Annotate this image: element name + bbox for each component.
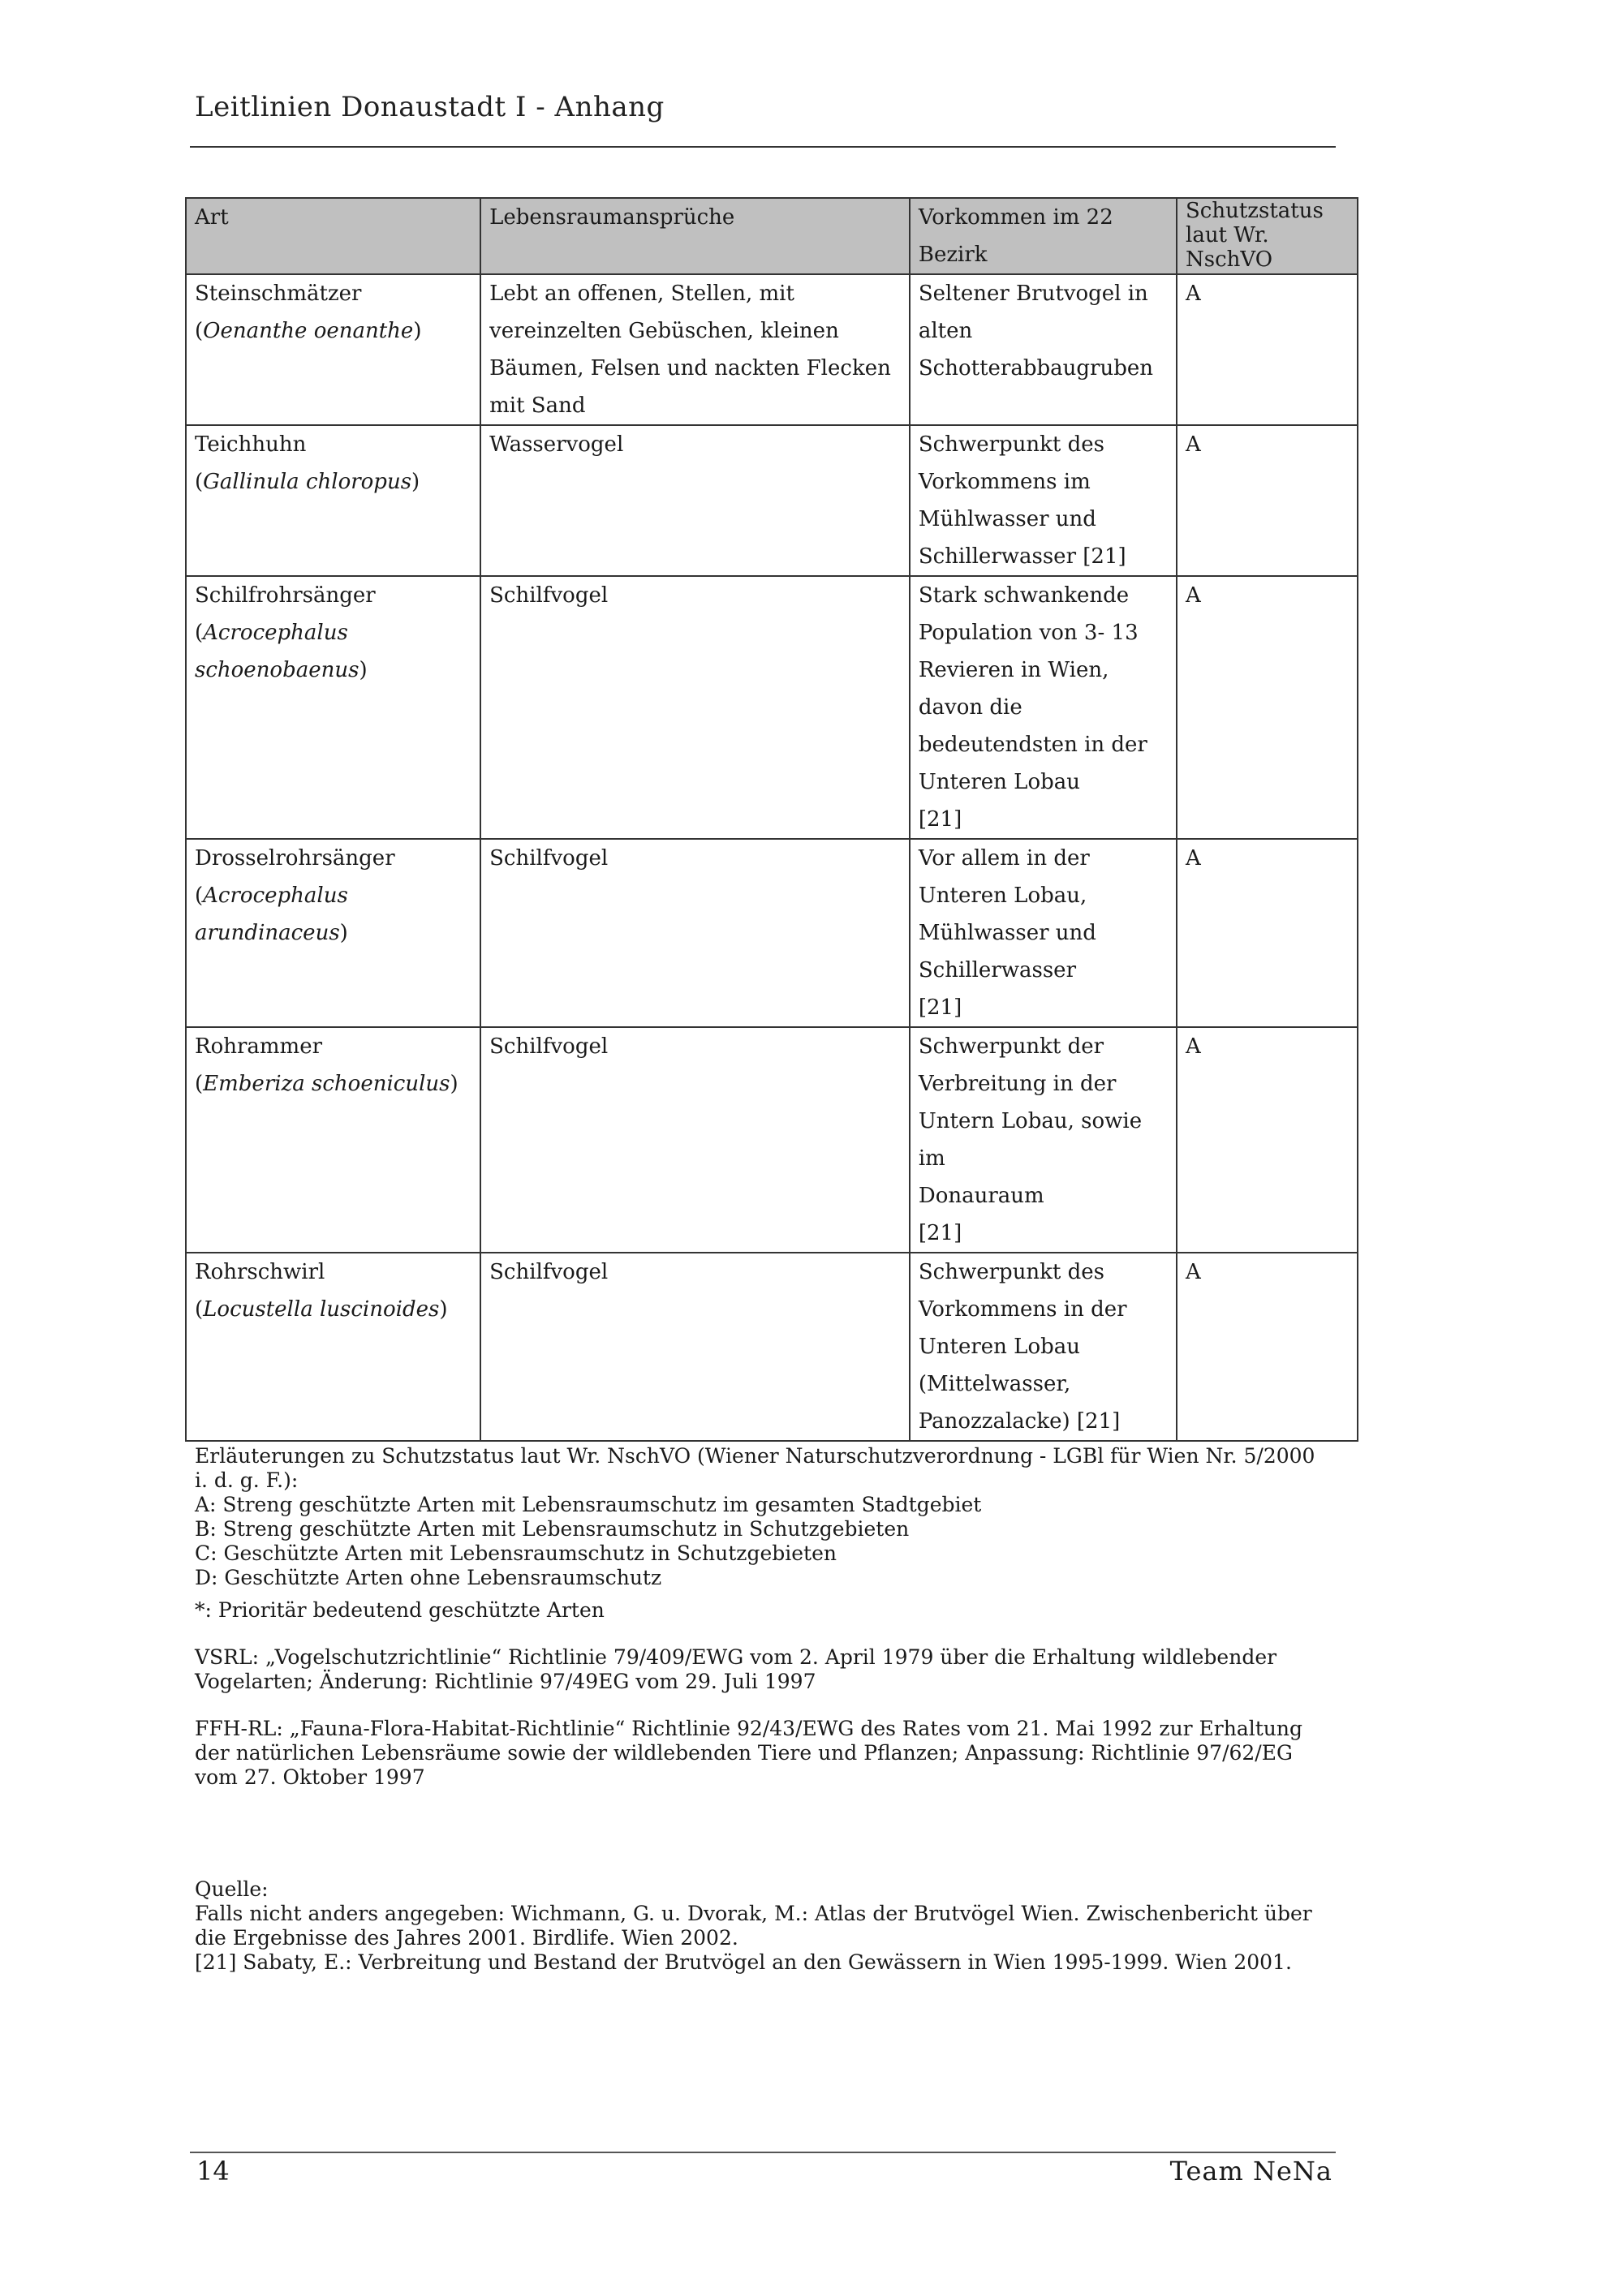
source-1: Falls nicht anders angegeben: Wichmann, G. u. Dvorak, M.: Atlas der Brutvögel Wien. Zwischenbericht über: [195, 1902, 1312, 1925]
source-heading: Quelle:: [195, 1877, 269, 1901]
occurrence-cell: Schwerpunkt des Vorkommens im Mühlwasser und Schillerwasser [21]: [910, 425, 1177, 576]
legend-a: A: Streng geschützte Arten mit Lebensraumschutz im gesamten Stadtgebiet: [195, 1493, 982, 1516]
header-lebensraum: Lebensraumansprüche: [480, 198, 910, 274]
habitat-cell: Lebt an offenen, Stellen, mit vereinzelten Gebüschen, kleinen Bäumen, Felsen und nackten Flecken mit Sand: [480, 274, 910, 425]
habitat-cell: Schilfvogel: [480, 839, 910, 1027]
header-schutzstatus: Schutzstatus laut Wr. NschVO: [1177, 198, 1358, 274]
species-name-cell: Rohrschwirl (Locustella luscinoides): [186, 1253, 480, 1441]
legend-intro-cont: i. d. g. F.):: [195, 1468, 299, 1492]
occurrence-cell: Schwerpunkt des Vorkommens in der Unteren Lobau (Mittelwasser, Panozzalacke) [21]: [910, 1253, 1177, 1441]
table-row: [186, 839, 1358, 1027]
status-cell: A: [1177, 839, 1358, 1027]
table-header-row: [186, 198, 1358, 274]
status-cell: A: [1177, 1027, 1358, 1253]
table-row: [186, 1027, 1358, 1253]
header-vorkommen: Vorkommen im 22 Bezirk: [910, 198, 1177, 274]
occurrence-cell: Seltener Brutvogel in alten Schotterabbaugruben: [910, 274, 1177, 425]
page-number: 14: [196, 2156, 230, 2186]
table-row: [186, 1253, 1358, 1441]
source-21: [21] Sabaty, E.: Verbreitung und Bestand der Brutvögel an den Gewässern in Wien 1995-1999. Wien 2001.: [195, 1950, 1292, 1974]
occurrence-cell: Vor allem in der Unteren Lobau, Mühlwasser und Schillerwasser [21]: [910, 839, 1177, 1027]
occurrence-cell: Stark schwankende Population von 3- 13 Revieren in Wien, davon die bedeutendsten in der Unteren Lobau [21]: [910, 576, 1177, 839]
status-cell: A: [1177, 576, 1358, 839]
legend-c: C: Geschützte Arten mit Lebensraumschutz in Schutzgebieten: [195, 1541, 837, 1565]
species-name-cell: Rohrammer (Emberiza schoeniculus): [186, 1027, 480, 1253]
ffh-note-end: vom 27. Oktober 1997: [195, 1765, 425, 1789]
legend-d: D: Geschützte Arten ohne Lebensraumschutz: [195, 1566, 662, 1589]
habitat-cell: Schilfvogel: [480, 1027, 910, 1253]
vsrl-note-cont: Vogelarten; Änderung: Richtlinie 97/49EG vom 29. Juli 1997: [195, 1670, 816, 1693]
footer-team: Team NeNa: [1169, 2156, 1332, 2186]
table-row: [186, 576, 1358, 839]
species-name-cell: Teichhuhn (Gallinula chloropus): [186, 425, 480, 576]
species-name-cell: Drosselrohrsänger (Acrocephalus arundinaceus): [186, 839, 480, 1027]
header-art: Art: [186, 198, 480, 274]
habitat-cell: Schilfvogel: [480, 1253, 910, 1441]
table-row: [186, 274, 1358, 425]
occurrence-cell: Schwerpunkt der Verbreitung in der Untern Lobau, sowie im Donauraum [21]: [910, 1027, 1177, 1253]
legend-b: B: Streng geschützte Arten mit Lebensraumschutz in Schutzgebieten: [195, 1517, 910, 1541]
habitat-cell: Wasservogel: [480, 425, 910, 576]
status-cell: A: [1177, 1253, 1358, 1441]
species-name-cell: Schilfrohrsänger (Acrocephalus schoenobaenus): [186, 576, 480, 839]
ffh-note-cont: der natürlichen Lebensräume sowie der wildlebenden Tiere und Pflanzen; Anpassung: Richtlinie 97/62/EG: [195, 1741, 1293, 1765]
species-table: [185, 197, 1358, 1442]
footer-divider: [190, 2152, 1336, 2153]
legend-star: *: Prioritär bedeutend geschützte Arten: [195, 1598, 605, 1622]
legend-intro: Erläuterungen zu Schutzstatus laut Wr. NschVO (Wiener Naturschutzverordnung - LGBl für Wien Nr. 5/2000: [195, 1444, 1315, 1468]
table-row: [186, 425, 1358, 576]
vsrl-note: VSRL: „Vogelschutzrichtlinie“ Richtlinie 79/409/EWG vom 2. April 1979 über die Erhaltung wildlebender: [195, 1645, 1277, 1669]
source-1-cont: die Ergebnisse des Jahres 2001. Birdlife. Wien 2002.: [195, 1926, 738, 1950]
species-name-cell: Steinschmätzer (Oenanthe oenanthe): [186, 274, 480, 425]
notes-section: [195, 1444, 1339, 1975]
status-cell: A: [1177, 425, 1358, 576]
status-cell: A: [1177, 274, 1358, 425]
habitat-cell: Schilfvogel: [480, 576, 910, 839]
header-divider: [190, 146, 1336, 148]
ffh-note: FFH-RL: „Fauna-Flora-Habitat-Richtlinie“ Richtlinie 92/43/EWG des Rates vom 21. Mai 1992 zur Erhaltung: [195, 1717, 1303, 1740]
page-header-title: Leitlinien Donaustadt I - Anhang: [195, 91, 665, 123]
